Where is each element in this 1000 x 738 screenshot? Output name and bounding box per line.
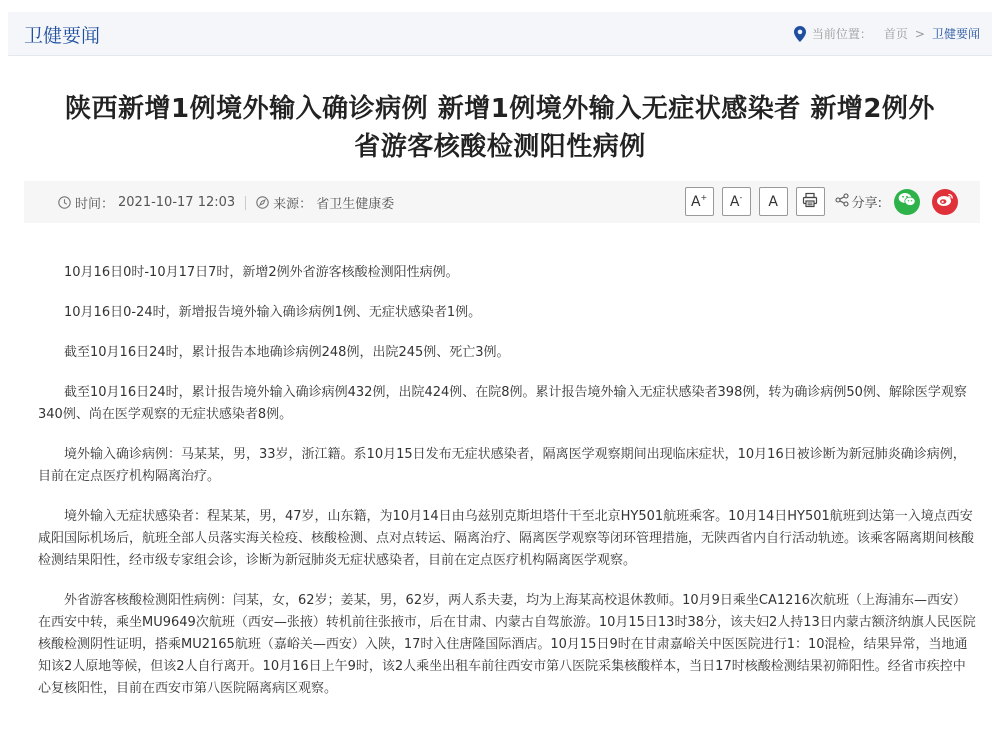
share-weibo-button[interactable]	[932, 189, 958, 215]
printer-icon	[802, 192, 818, 212]
source-value: 省卫生健康委	[316, 197, 395, 212]
plus-sign: +	[700, 193, 708, 202]
weibo-icon	[936, 192, 954, 211]
paragraph: 境外输入无症状感染者：程某某，男，47岁，山东籍，为10月14日由乌兹别克斯坦塔什干至北京HY501航班乘客。10月14日HY501航班到达第一入境点西安咸阳国际机场后，航班全部人员落实海关检疫、核酸检测、点对点转运、隔离治疗、隔离医学观察等闭环管理措施，无陕西省内自行活动轨迹。该乘客隔离期间核酸检测结果阳性，经市级专家组会诊，诊断为新冠肺炎无症状感染者，目前在定点医疗机构隔离医学观察。	[38, 509, 975, 568]
share-wechat-button[interactable]	[894, 189, 920, 215]
compass-icon	[256, 196, 269, 209]
font-decrease-label: A	[729, 193, 740, 210]
time-label: 时间：	[75, 197, 115, 212]
section-title: 卫健要闻	[24, 25, 101, 47]
font-increase-label: A	[690, 193, 701, 210]
font-reset-button[interactable]	[759, 187, 788, 216]
font-increase-button[interactable]	[685, 187, 714, 216]
font-reset-label: A	[768, 193, 778, 210]
minus-sign: -	[739, 193, 743, 202]
article-title	[30, 90, 970, 166]
breadcrumb-separator: >	[914, 26, 925, 41]
article-title-line-2: 省游客核酸检测阳性病例	[354, 132, 646, 162]
article-body	[38, 262, 978, 718]
clock-icon	[58, 196, 71, 209]
source-label: 来源：	[273, 197, 313, 212]
location-label: 当前位置：	[811, 27, 872, 41]
meta-divider	[245, 196, 246, 210]
time-value: 2021-10-17 12:03	[118, 195, 236, 210]
share-group	[835, 192, 882, 211]
wechat-icon	[898, 192, 916, 211]
breadcrumb-home[interactable]: 首页	[883, 27, 908, 41]
publish-time	[58, 193, 235, 212]
paragraph: 截至10月16日24时，累计报告本地确诊病例248例，出院245例、死亡3例。	[64, 345, 510, 360]
paragraph: 外省游客核酸检测阳性病例：闫某，女，62岁；姜某，男，62岁，两人系夫妻，均为上海某高校退休教师。10月9日乘坐CA1216次航班（上海浦东—西安）在西安中转，乘坐MU9649次航班（西安—张掖）转机前往张掖市，后在甘肃、内蒙古自驾旅游。10月15日13时38分，该夫妇2人持13日内蒙古额济纳旗人民医院核酸检测阴性证明，搭乘MU2165航班（嘉峪关—西安）入陕，17时入住唐隆国际酒店。10月15日9时在甘肃嘉峪关中医医院进行1：10混检，结果异常，当地通知该2人原地等候，但该2人自行离开。10月16日上午9时，该2人乘坐出租车前往西安市第八医院采集核酸样本，当日17时核酸检测结果初筛阳性。经省市疾控中心复核阳性，目前在西安市第八医院隔离病区观察。	[38, 593, 976, 696]
paragraph: 10月16日0-24时，新增报告境外输入确诊病例1例、无症状感染者1例。	[64, 305, 482, 320]
article-title-line-1: 陕西新增1例境外输入确诊病例 新增1例境外输入无症状感染者 新增2例外	[65, 94, 935, 124]
top-bar	[8, 12, 992, 56]
print-button[interactable]	[796, 187, 825, 216]
breadcrumb	[794, 25, 980, 42]
article-source	[256, 193, 394, 212]
map-pin-icon	[794, 26, 808, 42]
share-icon	[835, 193, 849, 211]
font-decrease-button[interactable]	[722, 187, 751, 216]
article-meta-bar	[24, 181, 980, 223]
paragraph: 截至10月16日24时，累计报告境外输入确诊病例432例，出院424例、在院8例。累计报告境外输入无症状感染者398例，转为确诊病例50例、解除医学观察340例、尚在医学观察的无症状感染者8例。	[38, 385, 967, 422]
share-label: 分享:	[851, 196, 882, 211]
paragraph: 境外输入确诊病例：马某某，男，33岁，浙江籍。系10月15日发布无症状感染者，隔离医学观察期间出现临床症状，10月16日被诊断为新冠肺炎确诊病例，目前在定点医疗机构隔离治疗。	[38, 447, 966, 484]
paragraph: 10月16日0时-10月17日7时，新增2例外省游客核酸检测阳性病例。	[64, 265, 459, 280]
breadcrumb-current[interactable]: 卫健要闻	[931, 27, 980, 41]
